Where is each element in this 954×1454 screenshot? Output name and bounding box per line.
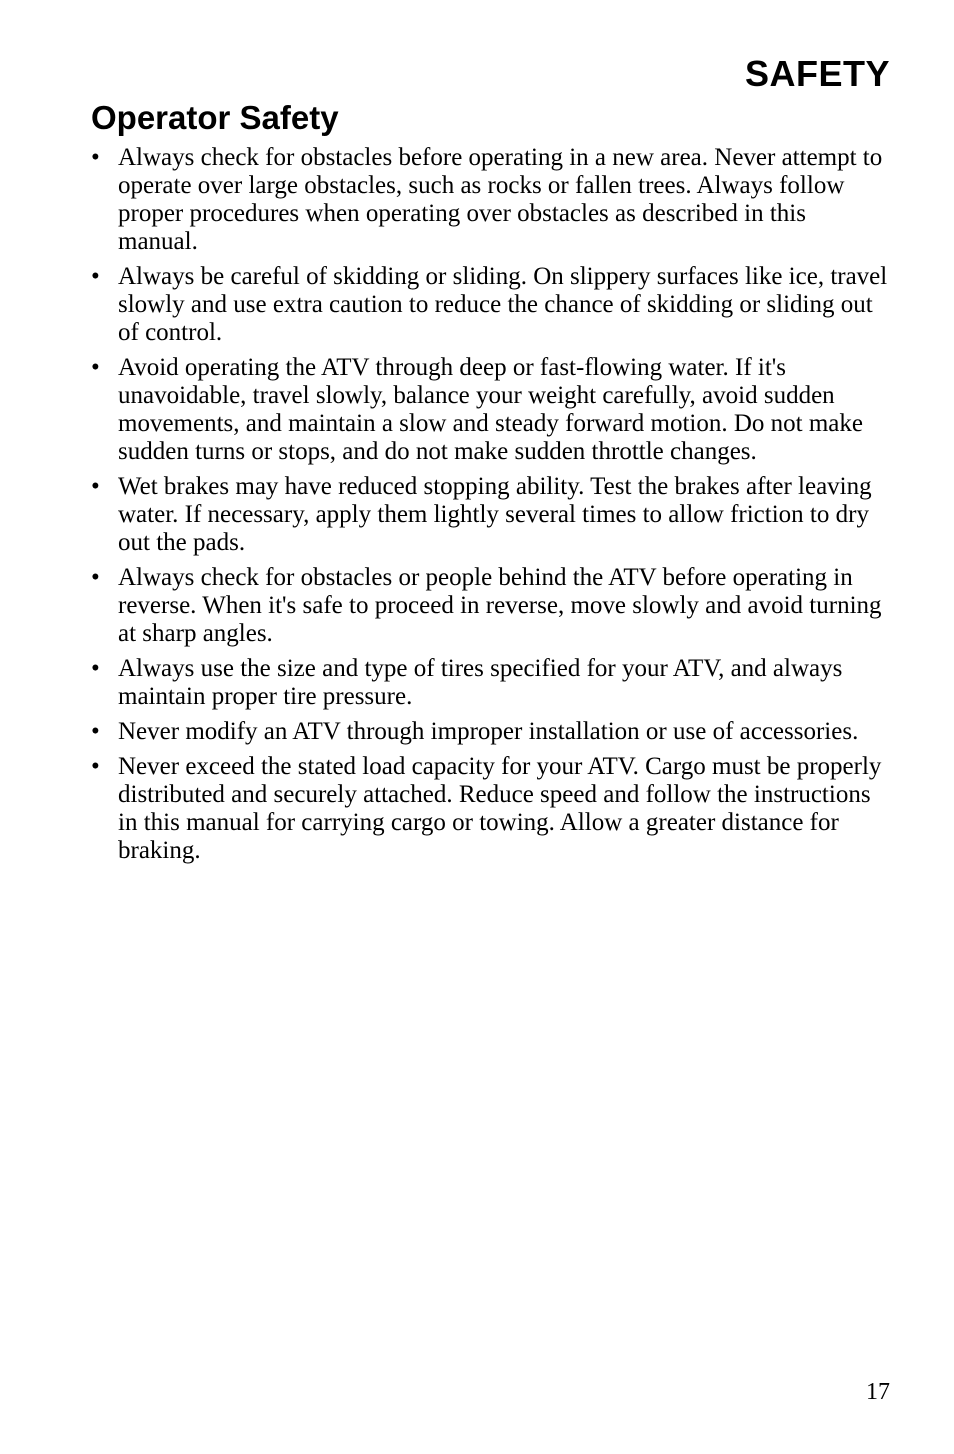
list-item: [91, 263, 889, 347]
list-item-text: Always use the size and type of tires specified for your ATV, and always maintain proper tire pressure.: [118, 655, 843, 710]
bullet-icon: •: [91, 144, 100, 171]
list-item-text: Always check for obstacles before operating in a new area. Never attempt to operate over large obstacles, such as rocks or fallen trees. Always follow proper procedures when operating over obstacles as described in this manual.: [118, 144, 883, 255]
list-item-text: Avoid operating the ATV through deep or fast-flowing water. If it's unavoidable, travel slowly, balance your weight carefully, avoid sudden movements, and maintain a slow and steady forward motion. Do not make sudden turns or stops, and do not make sudden throttle changes.: [118, 354, 863, 465]
bullet-icon: •: [91, 354, 100, 381]
list-item-text: Never exceed the stated load capacity for your ATV. Cargo must be properly distributed and securely attached. Reduce speed and follow the instructions in this manual for carrying cargo or towing. Allow a greater distance for braking.: [118, 753, 882, 864]
bullet-icon: •: [91, 655, 100, 682]
list-item-text: Never modify an ATV through improper installation or use of accessories.: [118, 718, 859, 745]
list-item-text: Wet brakes may have reduced stopping ability. Test the brakes after leaving water. If necessary, apply them lightly several times to allow friction to dry out the pads.: [118, 473, 872, 556]
list-item: [91, 718, 889, 746]
bullet-icon: •: [91, 718, 100, 745]
page-title: Operator Safety: [91, 99, 339, 136]
page-number: 17: [866, 1379, 890, 1405]
safety-bullet-list: [91, 144, 889, 872]
list-item: [91, 354, 889, 466]
bullet-icon: •: [91, 753, 100, 780]
list-item-text: Always be careful of skidding or sliding. On slippery surfaces like ice, travel slowly and use extra caution to reduce the chance of skidding or sliding out of control.: [118, 263, 888, 346]
section-header: SAFETY: [744, 53, 890, 94]
list-item: [91, 564, 889, 648]
bullet-icon: •: [91, 473, 100, 500]
list-item: [91, 144, 889, 256]
list-item-text: Always check for obstacles or people behind the ATV before operating in reverse. When it's safe to proceed in reverse, move slowly and avoid turning at sharp angles.: [118, 564, 882, 647]
list-item: [91, 655, 889, 711]
bullet-icon: •: [91, 263, 100, 290]
bullet-icon: •: [91, 564, 100, 591]
list-item: [91, 753, 889, 865]
list-item: [91, 473, 889, 557]
